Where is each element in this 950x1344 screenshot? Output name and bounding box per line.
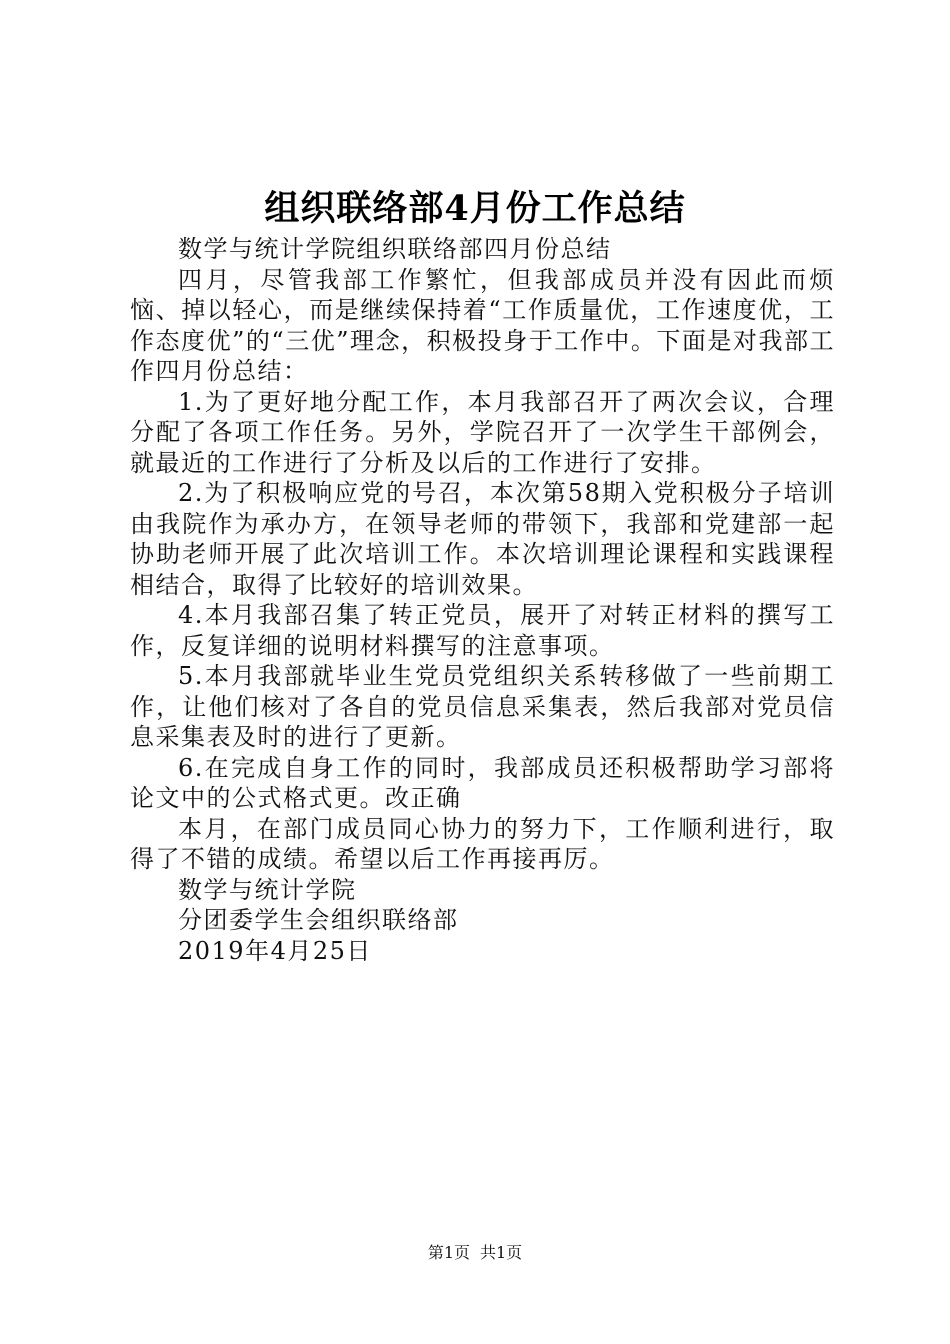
page-number: 第1页: [427, 1243, 470, 1262]
signature-department: 分团委学生会组织联络部: [178, 906, 459, 934]
conclusion-paragraph: 本月，在部门成员同心协力的努力下，工作顺利进行，取得了不错的成绩。希望以后工作再接再厉。: [130, 814, 835, 873]
item-2-paragraph: 2.为了积极响应党的号召，本次第58期入党积极分子培训由我院作为承办方，在领导老师的带领下，我部和党建部一起协助老师开展了此次培训工作。本次培训理论课程和实践课程相结合，取得了比较好的培训效果。: [130, 479, 835, 599]
item-5-paragraph: 5.本月我部就毕业生党员党组织关系转移做了一些前期工作，让他们核对了各自的党员信息采集表，然后我部对党员信息采集表及时的进行了更新。: [130, 662, 835, 751]
item-6-paragraph: 6.在完成自身工作的同时，我部成员还积极帮助学习部将论文中的公式格式更。改正确: [130, 753, 835, 812]
intro-paragraph: 四月，尽管我部工作繁忙，但我部成员并没有因此而烦恼、掉以轻心，而是继续保持着“工作质量优，工作速度优，工作态度优”的“三优”理念，积极投身于工作中。下面是对我部工作四月份总结：: [130, 265, 835, 385]
signature-date: 2019年4月25日: [178, 936, 372, 965]
page-total: 共1页: [480, 1243, 523, 1262]
signature-college: 数学与统计学院: [178, 875, 357, 904]
subtitle-paragraph: 数学与统计学院组织联络部四月份总结: [178, 235, 612, 263]
document-title: 组织联络部4月份工作总结: [264, 188, 686, 229]
document-body: [130, 234, 835, 966]
item-1-paragraph: 1.为了更好地分配工作，本月我部召开了两次会议，合理分配了各项工作任务。另外，学院召开了一次学生干部例会，就最近的工作进行了分析及以后的工作进行了安排。: [130, 387, 835, 477]
item-4-paragraph: 4.本月我部召集了转正党员，展开了对转正材料的撰写工作，反复详细的说明材料撰写的注意事项。: [130, 601, 835, 660]
page-footer: [0, 1242, 950, 1264]
